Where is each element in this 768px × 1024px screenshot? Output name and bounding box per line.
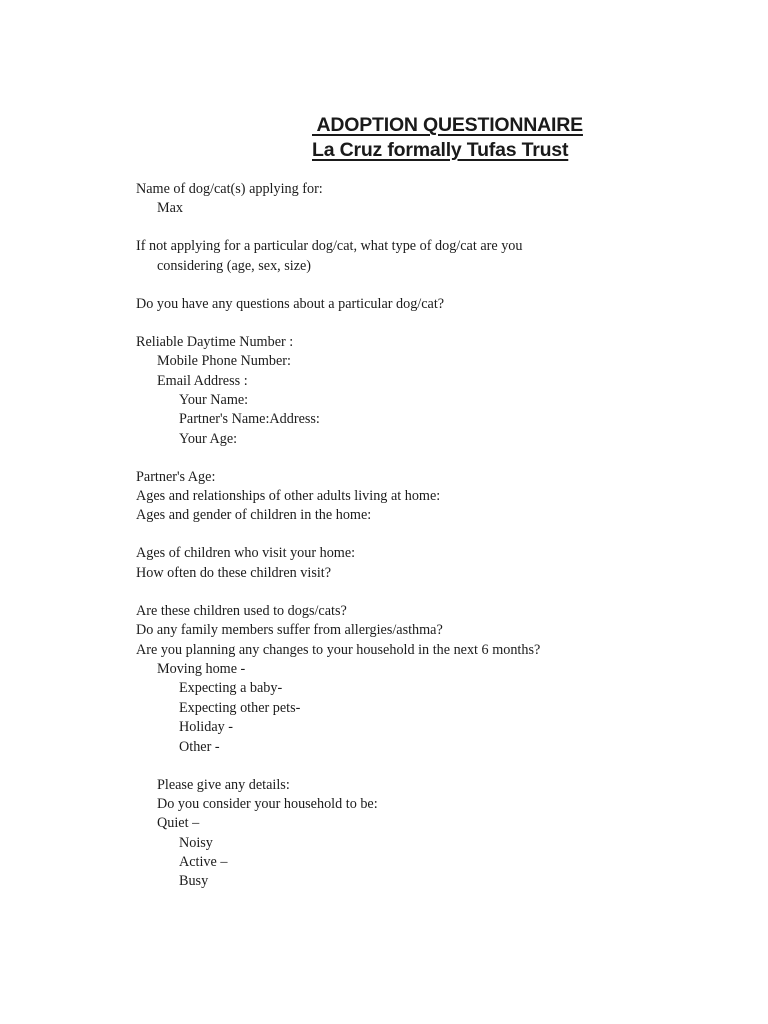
quiet-option: Quiet – [157,815,200,832]
children-in-home-label: Ages and gender of children in the home: [136,507,372,524]
partner-name-address-label: Partner's Name:Address: [179,411,320,428]
dog-name-value: Max [157,200,184,217]
mobile-number-label: Mobile Phone Number: [157,353,291,370]
your-age-label: Your Age: [179,430,238,447]
other-adults-label: Ages and relationships of other adults living at home: [136,488,441,505]
moving-home-option: Moving home - [157,660,246,677]
other-option: Other - [179,738,220,755]
household-changes-label: Are you planning any changes to your household in the next 6 months? [136,641,541,658]
partner-age-label: Partner's Age: [136,468,216,485]
document-title: ADOPTION QUESTIONNAIRE [312,114,583,136]
spacer [136,219,736,238]
spacer [136,583,736,602]
daytime-number-label: Reliable Daytime Number : [136,333,294,350]
allergies-label: Do any family members suffer from allergies/asthma? [136,622,443,639]
noisy-option: Noisy [179,834,213,851]
spacer [136,314,736,333]
busy-option: Busy [179,873,209,890]
type-question-line-1: If not applying for a particular dog/cat, what type of dog/cat are you [136,238,523,255]
spacer [136,449,736,468]
holiday-option: Holiday - [179,719,233,736]
children-used-to-pets-label: Are these children used to dogs/cats? [136,602,347,619]
active-option: Active – [179,854,228,871]
details-prompt: Please give any details: [157,776,290,793]
spacer [136,276,736,295]
visit-frequency-label: How often do these children visit? [136,564,332,581]
type-question-line-2: considering (age, sex, size) [157,257,312,274]
household-type-question: Do you consider your household to be: [157,795,378,812]
document-subtitle: La Cruz formally Tufas Trust [312,139,569,161]
spacer [136,526,736,545]
title-block [312,113,732,163]
questionnaire-body [136,180,736,892]
your-name-label: Your Name: [179,391,249,408]
questions-prompt: Do you have any questions about a particular dog/cat? [136,295,445,312]
expecting-pets-option: Expecting other pets- [179,699,301,716]
expecting-baby-option: Expecting a baby- [179,680,283,697]
email-address-label: Email Address : [157,372,248,389]
children-visit-label: Ages of children who visit your home: [136,545,356,562]
dog-name-label: Name of dog/cat(s) applying for: [136,181,323,197]
spacer [136,757,736,776]
